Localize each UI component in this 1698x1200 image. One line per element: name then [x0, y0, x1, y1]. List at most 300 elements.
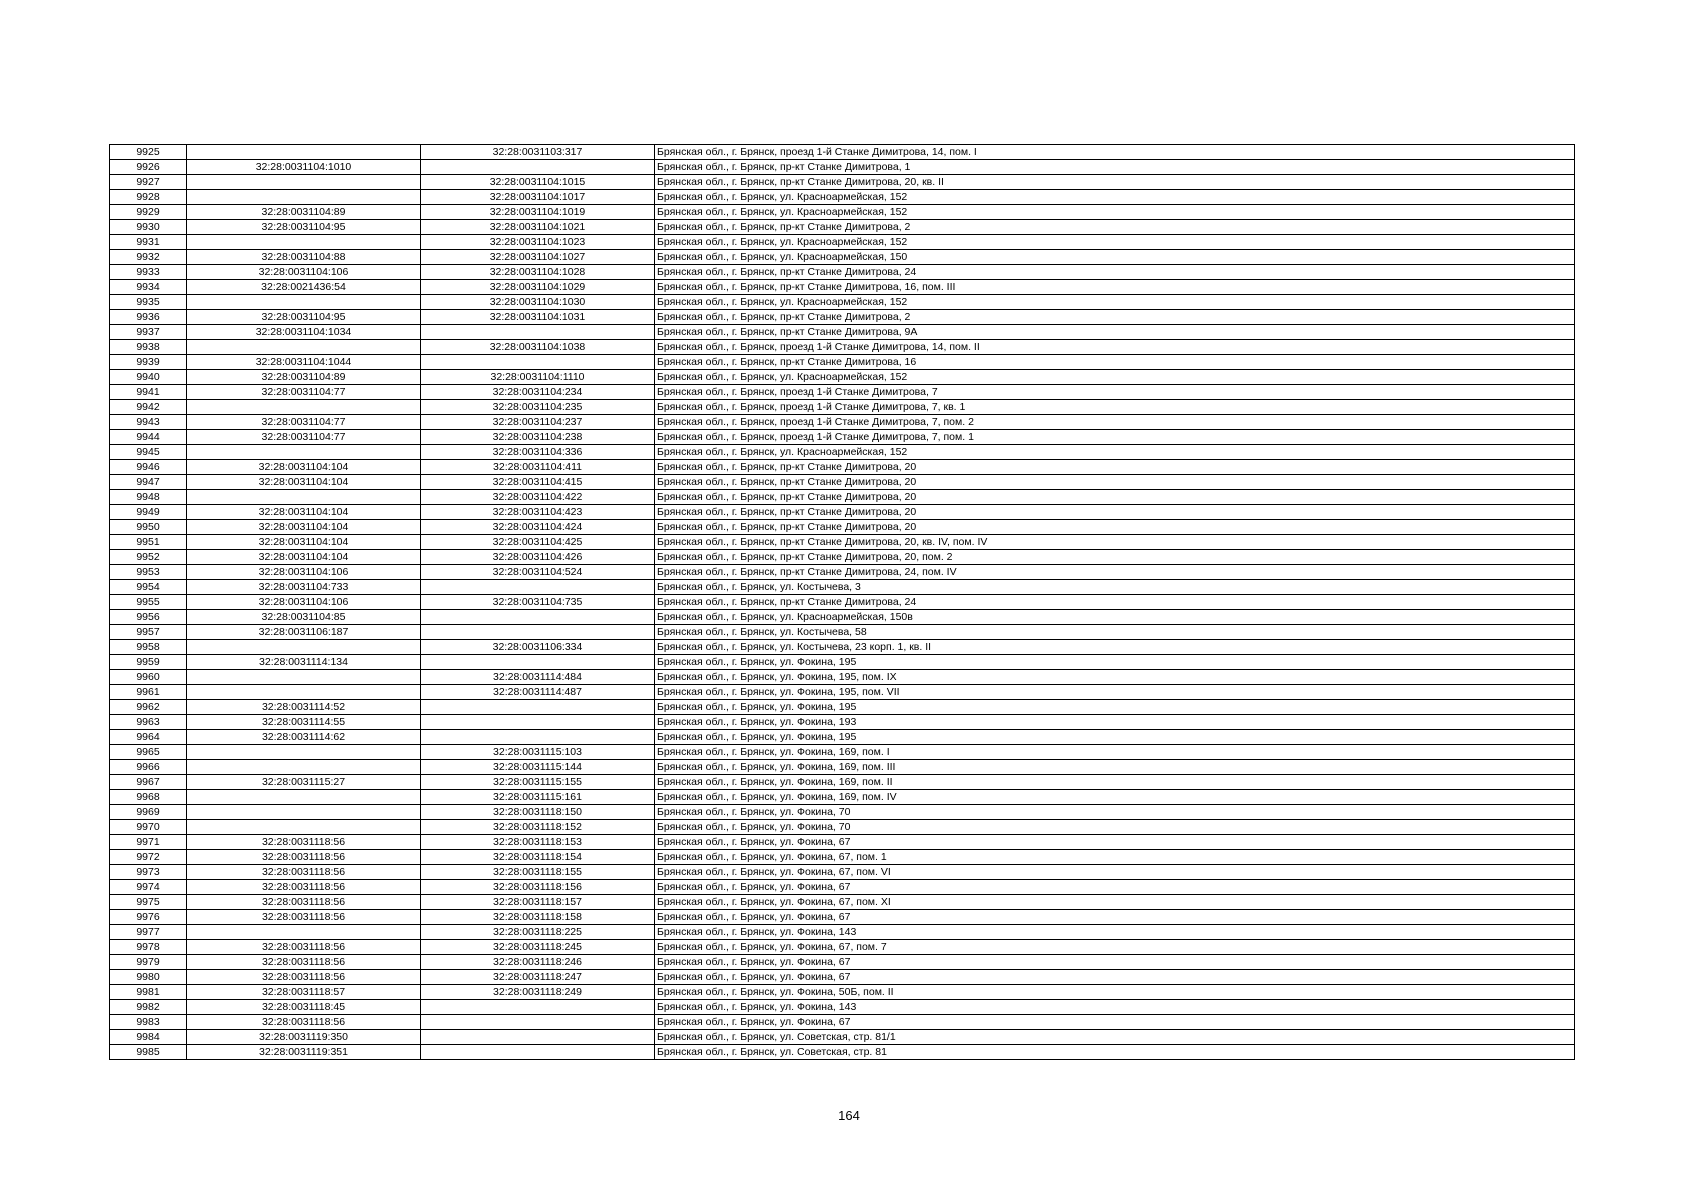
address-cell: Брянская обл., г. Брянск, ул. Фокина, 143: [655, 925, 1575, 940]
address-cell: Брянская обл., г. Брянск, ул. Костычева, 3: [655, 580, 1575, 595]
address-cell: Брянская обл., г. Брянск, ул. Красноармейская, 150: [655, 250, 1575, 265]
new-cadastral-number-cell: [421, 715, 655, 730]
old-cadastral-number-cell: 32:28:0031114:62: [187, 730, 421, 745]
row-number-cell: 9960: [110, 670, 187, 685]
row-number-cell: 9956: [110, 610, 187, 625]
new-cadastral-number-cell: 32:28:0031118:158: [421, 910, 655, 925]
table-row: [110, 550, 1575, 565]
address-cell: Брянская обл., г. Брянск, ул. Фокина, 169, пом. I: [655, 745, 1575, 760]
address-cell: Брянская обл., г. Брянск, ул. Красноармейская, 152: [655, 190, 1575, 205]
old-cadastral-number-cell: 32:28:0031118:56: [187, 880, 421, 895]
table-row: [110, 595, 1575, 610]
table-row: [110, 970, 1575, 985]
new-cadastral-number-cell: 32:28:0031104:735: [421, 595, 655, 610]
table-row: [110, 400, 1575, 415]
old-cadastral-number-cell: 32:28:0031119:351: [187, 1045, 421, 1060]
address-cell: Брянская обл., г. Брянск, проезд 1-й Станке Димитрова, 7, пом. 2: [655, 415, 1575, 430]
new-cadastral-number-cell: 32:28:0031104:1110: [421, 370, 655, 385]
old-cadastral-number-cell: 32:28:0031104:89: [187, 370, 421, 385]
old-cadastral-number-cell: 32:28:0031104:77: [187, 430, 421, 445]
table-row: [110, 910, 1575, 925]
table-row: [110, 490, 1575, 505]
new-cadastral-number-cell: 32:28:0031104:425: [421, 535, 655, 550]
row-number-cell: 9968: [110, 790, 187, 805]
row-number-cell: 9938: [110, 340, 187, 355]
old-cadastral-number-cell: 32:28:0031104:106: [187, 565, 421, 580]
table-row: [110, 205, 1575, 220]
new-cadastral-number-cell: 32:28:0031118:246: [421, 955, 655, 970]
old-cadastral-number-cell: 32:28:0031104:106: [187, 265, 421, 280]
table-row: [110, 370, 1575, 385]
old-cadastral-number-cell: 32:28:0031104:104: [187, 520, 421, 535]
old-cadastral-number-cell: 32:28:0031104:88: [187, 250, 421, 265]
old-cadastral-number-cell: 32:28:0021436:54: [187, 280, 421, 295]
new-cadastral-number-cell: 32:28:0031104:1028: [421, 265, 655, 280]
new-cadastral-number-cell: 32:28:0031104:1029: [421, 280, 655, 295]
row-number-cell: 9973: [110, 865, 187, 880]
address-cell: Брянская обл., г. Брянск, пр-кт Станке Димитрова, 20: [655, 520, 1575, 535]
new-cadastral-number-cell: 32:28:0031118:245: [421, 940, 655, 955]
row-number-cell: 9952: [110, 550, 187, 565]
old-cadastral-number-cell: 32:28:0031118:57: [187, 985, 421, 1000]
address-cell: Брянская обл., г. Брянск, ул. Красноармейская, 150в: [655, 610, 1575, 625]
address-cell: Брянская обл., г. Брянск, ул. Фокина, 70: [655, 805, 1575, 820]
new-cadastral-number-cell: 32:28:0031104:1023: [421, 235, 655, 250]
old-cadastral-number-cell: 32:28:0031104:95: [187, 220, 421, 235]
row-number-cell: 9985: [110, 1045, 187, 1060]
address-cell: Брянская обл., г. Брянск, ул. Фокина, 67: [655, 835, 1575, 850]
new-cadastral-number-cell: [421, 160, 655, 175]
old-cadastral-number-cell: [187, 925, 421, 940]
table-row: [110, 340, 1575, 355]
old-cadastral-number-cell: 32:28:0031118:56: [187, 865, 421, 880]
table-row: [110, 880, 1575, 895]
old-cadastral-number-cell: [187, 760, 421, 775]
old-cadastral-number-cell: [187, 820, 421, 835]
row-number-cell: 9983: [110, 1015, 187, 1030]
table-row: [110, 145, 1575, 160]
address-cell: Брянская обл., г. Брянск, ул. Фокина, 67: [655, 970, 1575, 985]
row-number-cell: 9941: [110, 385, 187, 400]
table-row: [110, 505, 1575, 520]
old-cadastral-number-cell: [187, 190, 421, 205]
old-cadastral-number-cell: [187, 295, 421, 310]
table-row: [110, 625, 1575, 640]
table-row: [110, 475, 1575, 490]
old-cadastral-number-cell: 32:28:0031114:55: [187, 715, 421, 730]
table-row: [110, 1000, 1575, 1015]
address-cell: Брянская обл., г. Брянск, проезд 1-й Станке Димитрова, 14, пом. II: [655, 340, 1575, 355]
new-cadastral-number-cell: 32:28:0031118:156: [421, 880, 655, 895]
row-number-cell: 9932: [110, 250, 187, 265]
row-number-cell: 9953: [110, 565, 187, 580]
address-cell: Брянская обл., г. Брянск, ул. Костычева, 58: [655, 625, 1575, 640]
old-cadastral-number-cell: 32:28:0031118:56: [187, 850, 421, 865]
old-cadastral-number-cell: [187, 445, 421, 460]
row-number-cell: 9946: [110, 460, 187, 475]
new-cadastral-number-cell: 32:28:0031118:150: [421, 805, 655, 820]
old-cadastral-number-cell: 32:28:0031118:56: [187, 970, 421, 985]
row-number-cell: 9951: [110, 535, 187, 550]
new-cadastral-number-cell: 32:28:0031104:1015: [421, 175, 655, 190]
row-number-cell: 9949: [110, 505, 187, 520]
new-cadastral-number-cell: [421, 1030, 655, 1045]
table-row: [110, 250, 1575, 265]
old-cadastral-number-cell: 32:28:0031104:104: [187, 550, 421, 565]
address-cell: Брянская обл., г. Брянск, ул. Фокина, 195: [655, 700, 1575, 715]
table-row: [110, 700, 1575, 715]
table-row: [110, 1045, 1575, 1060]
address-cell: Брянская обл., г. Брянск, ул. Фокина, 67: [655, 880, 1575, 895]
new-cadastral-number-cell: 32:28:0031104:237: [421, 415, 655, 430]
new-cadastral-number-cell: 32:28:0031118:152: [421, 820, 655, 835]
table-row: [110, 190, 1575, 205]
table-row: [110, 355, 1575, 370]
old-cadastral-number-cell: 32:28:0031118:45: [187, 1000, 421, 1015]
address-cell: Брянская обл., г. Брянск, ул. Фокина, 70: [655, 820, 1575, 835]
row-number-cell: 9934: [110, 280, 187, 295]
new-cadastral-number-cell: 32:28:0031104:234: [421, 385, 655, 400]
old-cadastral-number-cell: 32:28:0031104:733: [187, 580, 421, 595]
old-cadastral-number-cell: 32:28:0031106:187: [187, 625, 421, 640]
address-cell: Брянская обл., г. Брянск, ул. Фокина, 193: [655, 715, 1575, 730]
old-cadastral-number-cell: 32:28:0031104:104: [187, 475, 421, 490]
address-cell: Брянская обл., г. Брянск, ул. Фокина, 195, пом. IX: [655, 670, 1575, 685]
address-cell: Брянская обл., г. Брянск, пр-кт Станке Димитрова, 20, кв. II: [655, 175, 1575, 190]
table-row: [110, 670, 1575, 685]
row-number-cell: 9959: [110, 655, 187, 670]
old-cadastral-number-cell: 32:28:0031118:56: [187, 955, 421, 970]
old-cadastral-number-cell: [187, 745, 421, 760]
table-body: [110, 145, 1575, 1060]
old-cadastral-number-cell: 32:28:0031104:106: [187, 595, 421, 610]
new-cadastral-number-cell: 32:28:0031118:155: [421, 865, 655, 880]
row-number-cell: 9937: [110, 325, 187, 340]
address-cell: Брянская обл., г. Брянск, ул. Фокина, 67, пом. 7: [655, 940, 1575, 955]
row-number-cell: 9940: [110, 370, 187, 385]
new-cadastral-number-cell: 32:28:0031104:415: [421, 475, 655, 490]
table-row: [110, 925, 1575, 940]
table-row: [110, 445, 1575, 460]
new-cadastral-number-cell: 32:28:0031104:1019: [421, 205, 655, 220]
old-cadastral-number-cell: [187, 670, 421, 685]
old-cadastral-number-cell: 32:28:0031114:134: [187, 655, 421, 670]
old-cadastral-number-cell: 32:28:0031114:52: [187, 700, 421, 715]
row-number-cell: 9984: [110, 1030, 187, 1045]
old-cadastral-number-cell: 32:28:0031104:104: [187, 535, 421, 550]
row-number-cell: 9948: [110, 490, 187, 505]
new-cadastral-number-cell: 32:28:0031114:484: [421, 670, 655, 685]
new-cadastral-number-cell: 32:28:0031118:247: [421, 970, 655, 985]
table-row: [110, 460, 1575, 475]
row-number-cell: 9969: [110, 805, 187, 820]
address-cell: Брянская обл., г. Брянск, пр-кт Станке Димитрова, 24, пом. IV: [655, 565, 1575, 580]
old-cadastral-number-cell: 32:28:0031118:56: [187, 940, 421, 955]
address-cell: Брянская обл., г. Брянск, пр-кт Станке Димитрова, 20, кв. IV, пом. IV: [655, 535, 1575, 550]
old-cadastral-number-cell: 32:28:0031115:27: [187, 775, 421, 790]
new-cadastral-number-cell: [421, 655, 655, 670]
address-cell: Брянская обл., г. Брянск, пр-кт Станке Димитрова, 20: [655, 475, 1575, 490]
old-cadastral-number-cell: 32:28:0031104:85: [187, 610, 421, 625]
old-cadastral-number-cell: [187, 340, 421, 355]
row-number-cell: 9982: [110, 1000, 187, 1015]
address-cell: Брянская обл., г. Брянск, ул. Фокина, 50Б, пом. II: [655, 985, 1575, 1000]
address-cell: Брянская обл., г. Брянск, ул. Красноармейская, 152: [655, 295, 1575, 310]
new-cadastral-number-cell: 32:28:0031104:1017: [421, 190, 655, 205]
row-number-cell: 9964: [110, 730, 187, 745]
row-number-cell: 9933: [110, 265, 187, 280]
table-row: [110, 1030, 1575, 1045]
address-cell: Брянская обл., г. Брянск, ул. Фокина, 169, пом. II: [655, 775, 1575, 790]
old-cadastral-number-cell: 32:28:0031104:95: [187, 310, 421, 325]
table-row: [110, 730, 1575, 745]
table-row: [110, 430, 1575, 445]
new-cadastral-number-cell: 32:28:0031118:157: [421, 895, 655, 910]
table-row: [110, 220, 1575, 235]
new-cadastral-number-cell: 32:28:0031104:1021: [421, 220, 655, 235]
row-number-cell: 9980: [110, 970, 187, 985]
address-cell: Брянская обл., г. Брянск, ул. Фокина, 195, пом. VII: [655, 685, 1575, 700]
address-cell: Брянская обл., г. Брянск, ул. Красноармейская, 152: [655, 445, 1575, 460]
row-number-cell: 9944: [110, 430, 187, 445]
old-cadastral-number-cell: [187, 685, 421, 700]
address-cell: Брянская обл., г. Брянск, ул. Фокина, 169, пом. III: [655, 760, 1575, 775]
table-row: [110, 280, 1575, 295]
table-row: [110, 715, 1575, 730]
table-row: [110, 160, 1575, 175]
row-number-cell: 9975: [110, 895, 187, 910]
address-cell: Брянская обл., г. Брянск, пр-кт Станке Димитрова, 20, пом. 2: [655, 550, 1575, 565]
old-cadastral-number-cell: 32:28:0031104:1044: [187, 355, 421, 370]
address-cell: Брянская обл., г. Брянск, ул. Фокина, 67, пом. 1: [655, 850, 1575, 865]
cadastral-table: [109, 144, 1575, 1060]
table-row: [110, 850, 1575, 865]
address-cell: Брянская обл., г. Брянск, проезд 1-й Станке Димитрова, 7: [655, 385, 1575, 400]
row-number-cell: 9929: [110, 205, 187, 220]
address-cell: Брянская обл., г. Брянск, пр-кт Станке Димитрова, 16, пом. III: [655, 280, 1575, 295]
new-cadastral-number-cell: 32:28:0031115:144: [421, 760, 655, 775]
new-cadastral-number-cell: [421, 610, 655, 625]
row-number-cell: 9927: [110, 175, 187, 190]
table-row: [110, 520, 1575, 535]
new-cadastral-number-cell: 32:28:0031115:155: [421, 775, 655, 790]
row-number-cell: 9971: [110, 835, 187, 850]
address-cell: Брянская обл., г. Брянск, ул. Красноармейская, 152: [655, 205, 1575, 220]
table-row: [110, 295, 1575, 310]
new-cadastral-number-cell: 32:28:0031118:249: [421, 985, 655, 1000]
old-cadastral-number-cell: [187, 235, 421, 250]
table-row: [110, 535, 1575, 550]
address-cell: Брянская обл., г. Брянск, ул. Фокина, 67: [655, 955, 1575, 970]
row-number-cell: 9925: [110, 145, 187, 160]
row-number-cell: 9967: [110, 775, 187, 790]
old-cadastral-number-cell: 32:28:0031104:1034: [187, 325, 421, 340]
address-cell: Брянская обл., г. Брянск, пр-кт Станке Димитрова, 9А: [655, 325, 1575, 340]
old-cadastral-number-cell: 32:28:0031118:56: [187, 835, 421, 850]
table-row: [110, 640, 1575, 655]
address-cell: Брянская обл., г. Брянск, ул. Красноармейская, 152: [655, 370, 1575, 385]
row-number-cell: 9942: [110, 400, 187, 415]
address-cell: Брянская обл., г. Брянск, пр-кт Станке Димитрова, 2: [655, 220, 1575, 235]
new-cadastral-number-cell: 32:28:0031104:424: [421, 520, 655, 535]
row-number-cell: 9972: [110, 850, 187, 865]
row-number-cell: 9981: [110, 985, 187, 1000]
old-cadastral-number-cell: 32:28:0031104:104: [187, 505, 421, 520]
row-number-cell: 9943: [110, 415, 187, 430]
new-cadastral-number-cell: [421, 625, 655, 640]
row-number-cell: 9936: [110, 310, 187, 325]
new-cadastral-number-cell: 32:28:0031115:103: [421, 745, 655, 760]
new-cadastral-number-cell: [421, 580, 655, 595]
table-row: [110, 820, 1575, 835]
row-number-cell: 9979: [110, 955, 187, 970]
table-row: [110, 610, 1575, 625]
address-cell: Брянская обл., г. Брянск, пр-кт Станке Димитрова, 24: [655, 265, 1575, 280]
row-number-cell: 9970: [110, 820, 187, 835]
new-cadastral-number-cell: 32:28:0031104:422: [421, 490, 655, 505]
new-cadastral-number-cell: [421, 730, 655, 745]
old-cadastral-number-cell: 32:28:0031104:1010: [187, 160, 421, 175]
row-number-cell: 9958: [110, 640, 187, 655]
row-number-cell: 9954: [110, 580, 187, 595]
address-cell: Брянская обл., г. Брянск, ул. Фокина, 67: [655, 1015, 1575, 1030]
table-row: [110, 175, 1575, 190]
address-cell: Брянская обл., г. Брянск, ул. Фокина, 195: [655, 730, 1575, 745]
table-row: [110, 895, 1575, 910]
table-row: [110, 580, 1575, 595]
old-cadastral-number-cell: 32:28:0031118:56: [187, 895, 421, 910]
old-cadastral-number-cell: 32:28:0031104:89: [187, 205, 421, 220]
old-cadastral-number-cell: [187, 490, 421, 505]
new-cadastral-number-cell: [421, 1000, 655, 1015]
table-row: [110, 565, 1575, 580]
address-cell: Брянская обл., г. Брянск, пр-кт Станке Димитрова, 20: [655, 505, 1575, 520]
new-cadastral-number-cell: 32:28:0031104:426: [421, 550, 655, 565]
new-cadastral-number-cell: 32:28:0031118:153: [421, 835, 655, 850]
table-row: [110, 265, 1575, 280]
address-cell: Брянская обл., г. Брянск, пр-кт Станке Димитрова, 20: [655, 460, 1575, 475]
row-number-cell: 9930: [110, 220, 187, 235]
new-cadastral-number-cell: 32:28:0031103:317: [421, 145, 655, 160]
new-cadastral-number-cell: 32:28:0031104:423: [421, 505, 655, 520]
table-row: [110, 865, 1575, 880]
table-row: [110, 655, 1575, 670]
page-number: 164: [838, 1108, 860, 1123]
new-cadastral-number-cell: 32:28:0031118:225: [421, 925, 655, 940]
address-cell: Брянская обл., г. Брянск, проезд 1-й Станке Димитрова, 7, пом. 1: [655, 430, 1575, 445]
table-row: [110, 415, 1575, 430]
row-number-cell: 9963: [110, 715, 187, 730]
address-cell: Брянская обл., г. Брянск, пр-кт Станке Димитрова, 2: [655, 310, 1575, 325]
new-cadastral-number-cell: [421, 1015, 655, 1030]
table-row: [110, 985, 1575, 1000]
row-number-cell: 9961: [110, 685, 187, 700]
new-cadastral-number-cell: [421, 355, 655, 370]
table-row: [110, 805, 1575, 820]
table-row: [110, 385, 1575, 400]
address-cell: Брянская обл., г. Брянск, ул. Фокина, 195: [655, 655, 1575, 670]
old-cadastral-number-cell: 32:28:0031104:104: [187, 460, 421, 475]
table-row: [110, 1015, 1575, 1030]
new-cadastral-number-cell: 32:28:0031104:336: [421, 445, 655, 460]
row-number-cell: 9945: [110, 445, 187, 460]
new-cadastral-number-cell: 32:28:0031104:235: [421, 400, 655, 415]
row-number-cell: 9931: [110, 235, 187, 250]
address-cell: Брянская обл., г. Брянск, пр-кт Станке Димитрова, 24: [655, 595, 1575, 610]
address-cell: Брянская обл., г. Брянск, ул. Фокина, 67: [655, 910, 1575, 925]
new-cadastral-number-cell: 32:28:0031104:411: [421, 460, 655, 475]
old-cadastral-number-cell: [187, 790, 421, 805]
row-number-cell: 9966: [110, 760, 187, 775]
table-row: [110, 835, 1575, 850]
old-cadastral-number-cell: [187, 145, 421, 160]
row-number-cell: 9974: [110, 880, 187, 895]
row-number-cell: 9978: [110, 940, 187, 955]
old-cadastral-number-cell: [187, 640, 421, 655]
table-row: [110, 235, 1575, 250]
new-cadastral-number-cell: 32:28:0031104:238: [421, 430, 655, 445]
new-cadastral-number-cell: 32:28:0031106:334: [421, 640, 655, 655]
old-cadastral-number-cell: [187, 400, 421, 415]
new-cadastral-number-cell: 32:28:0031114:487: [421, 685, 655, 700]
address-cell: Брянская обл., г. Брянск, ул. Фокина, 143: [655, 1000, 1575, 1015]
old-cadastral-number-cell: [187, 175, 421, 190]
table-row: [110, 310, 1575, 325]
table-row: [110, 325, 1575, 340]
new-cadastral-number-cell: 32:28:0031104:524: [421, 565, 655, 580]
new-cadastral-number-cell: 32:28:0031104:1031: [421, 310, 655, 325]
address-cell: Брянская обл., г. Брянск, пр-кт Станке Димитрова, 20: [655, 490, 1575, 505]
new-cadastral-number-cell: [421, 700, 655, 715]
row-number-cell: 9976: [110, 910, 187, 925]
row-number-cell: 9962: [110, 700, 187, 715]
address-cell: Брянская обл., г. Брянск, ул. Фокина, 67, пом. VI: [655, 865, 1575, 880]
row-number-cell: 9939: [110, 355, 187, 370]
table-row: [110, 790, 1575, 805]
old-cadastral-number-cell: 32:28:0031104:77: [187, 385, 421, 400]
table-row: [110, 775, 1575, 790]
row-number-cell: 9947: [110, 475, 187, 490]
row-number-cell: 9926: [110, 160, 187, 175]
address-cell: Брянская обл., г. Брянск, ул. Костычева, 23 корп. 1, кв. II: [655, 640, 1575, 655]
row-number-cell: 9935: [110, 295, 187, 310]
old-cadastral-number-cell: 32:28:0031118:56: [187, 1015, 421, 1030]
row-number-cell: 9965: [110, 745, 187, 760]
table-row: [110, 760, 1575, 775]
row-number-cell: 9950: [110, 520, 187, 535]
address-cell: Брянская обл., г. Брянск, пр-кт Станке Димитрова, 16: [655, 355, 1575, 370]
table-row: [110, 685, 1575, 700]
address-cell: Брянская обл., г. Брянск, ул. Фокина, 67, пом. XI: [655, 895, 1575, 910]
table-row: [110, 940, 1575, 955]
row-number-cell: 9977: [110, 925, 187, 940]
new-cadastral-number-cell: 32:28:0031104:1027: [421, 250, 655, 265]
address-cell: Брянская обл., г. Брянск, ул. Красноармейская, 152: [655, 235, 1575, 250]
new-cadastral-number-cell: 32:28:0031104:1038: [421, 340, 655, 355]
new-cadastral-number-cell: 32:28:0031104:1030: [421, 295, 655, 310]
address-cell: Брянская обл., г. Брянск, проезд 1-й Станке Димитрова, 14, пом. I: [655, 145, 1575, 160]
new-cadastral-number-cell: 32:28:0031118:154: [421, 850, 655, 865]
address-cell: Брянская обл., г. Брянск, проезд 1-й Станке Димитрова, 7, кв. 1: [655, 400, 1575, 415]
address-cell: Брянская обл., г. Брянск, ул. Советская, стр. 81: [655, 1045, 1575, 1060]
table-row: [110, 955, 1575, 970]
address-cell: Брянская обл., г. Брянск, ул. Советская, стр. 81/1: [655, 1030, 1575, 1045]
row-number-cell: 9957: [110, 625, 187, 640]
old-cadastral-number-cell: [187, 805, 421, 820]
address-cell: Брянская обл., г. Брянск, ул. Фокина, 169, пом. IV: [655, 790, 1575, 805]
row-number-cell: 9955: [110, 595, 187, 610]
address-cell: Брянская обл., г. Брянск, пр-кт Станке Димитрова, 1: [655, 160, 1575, 175]
